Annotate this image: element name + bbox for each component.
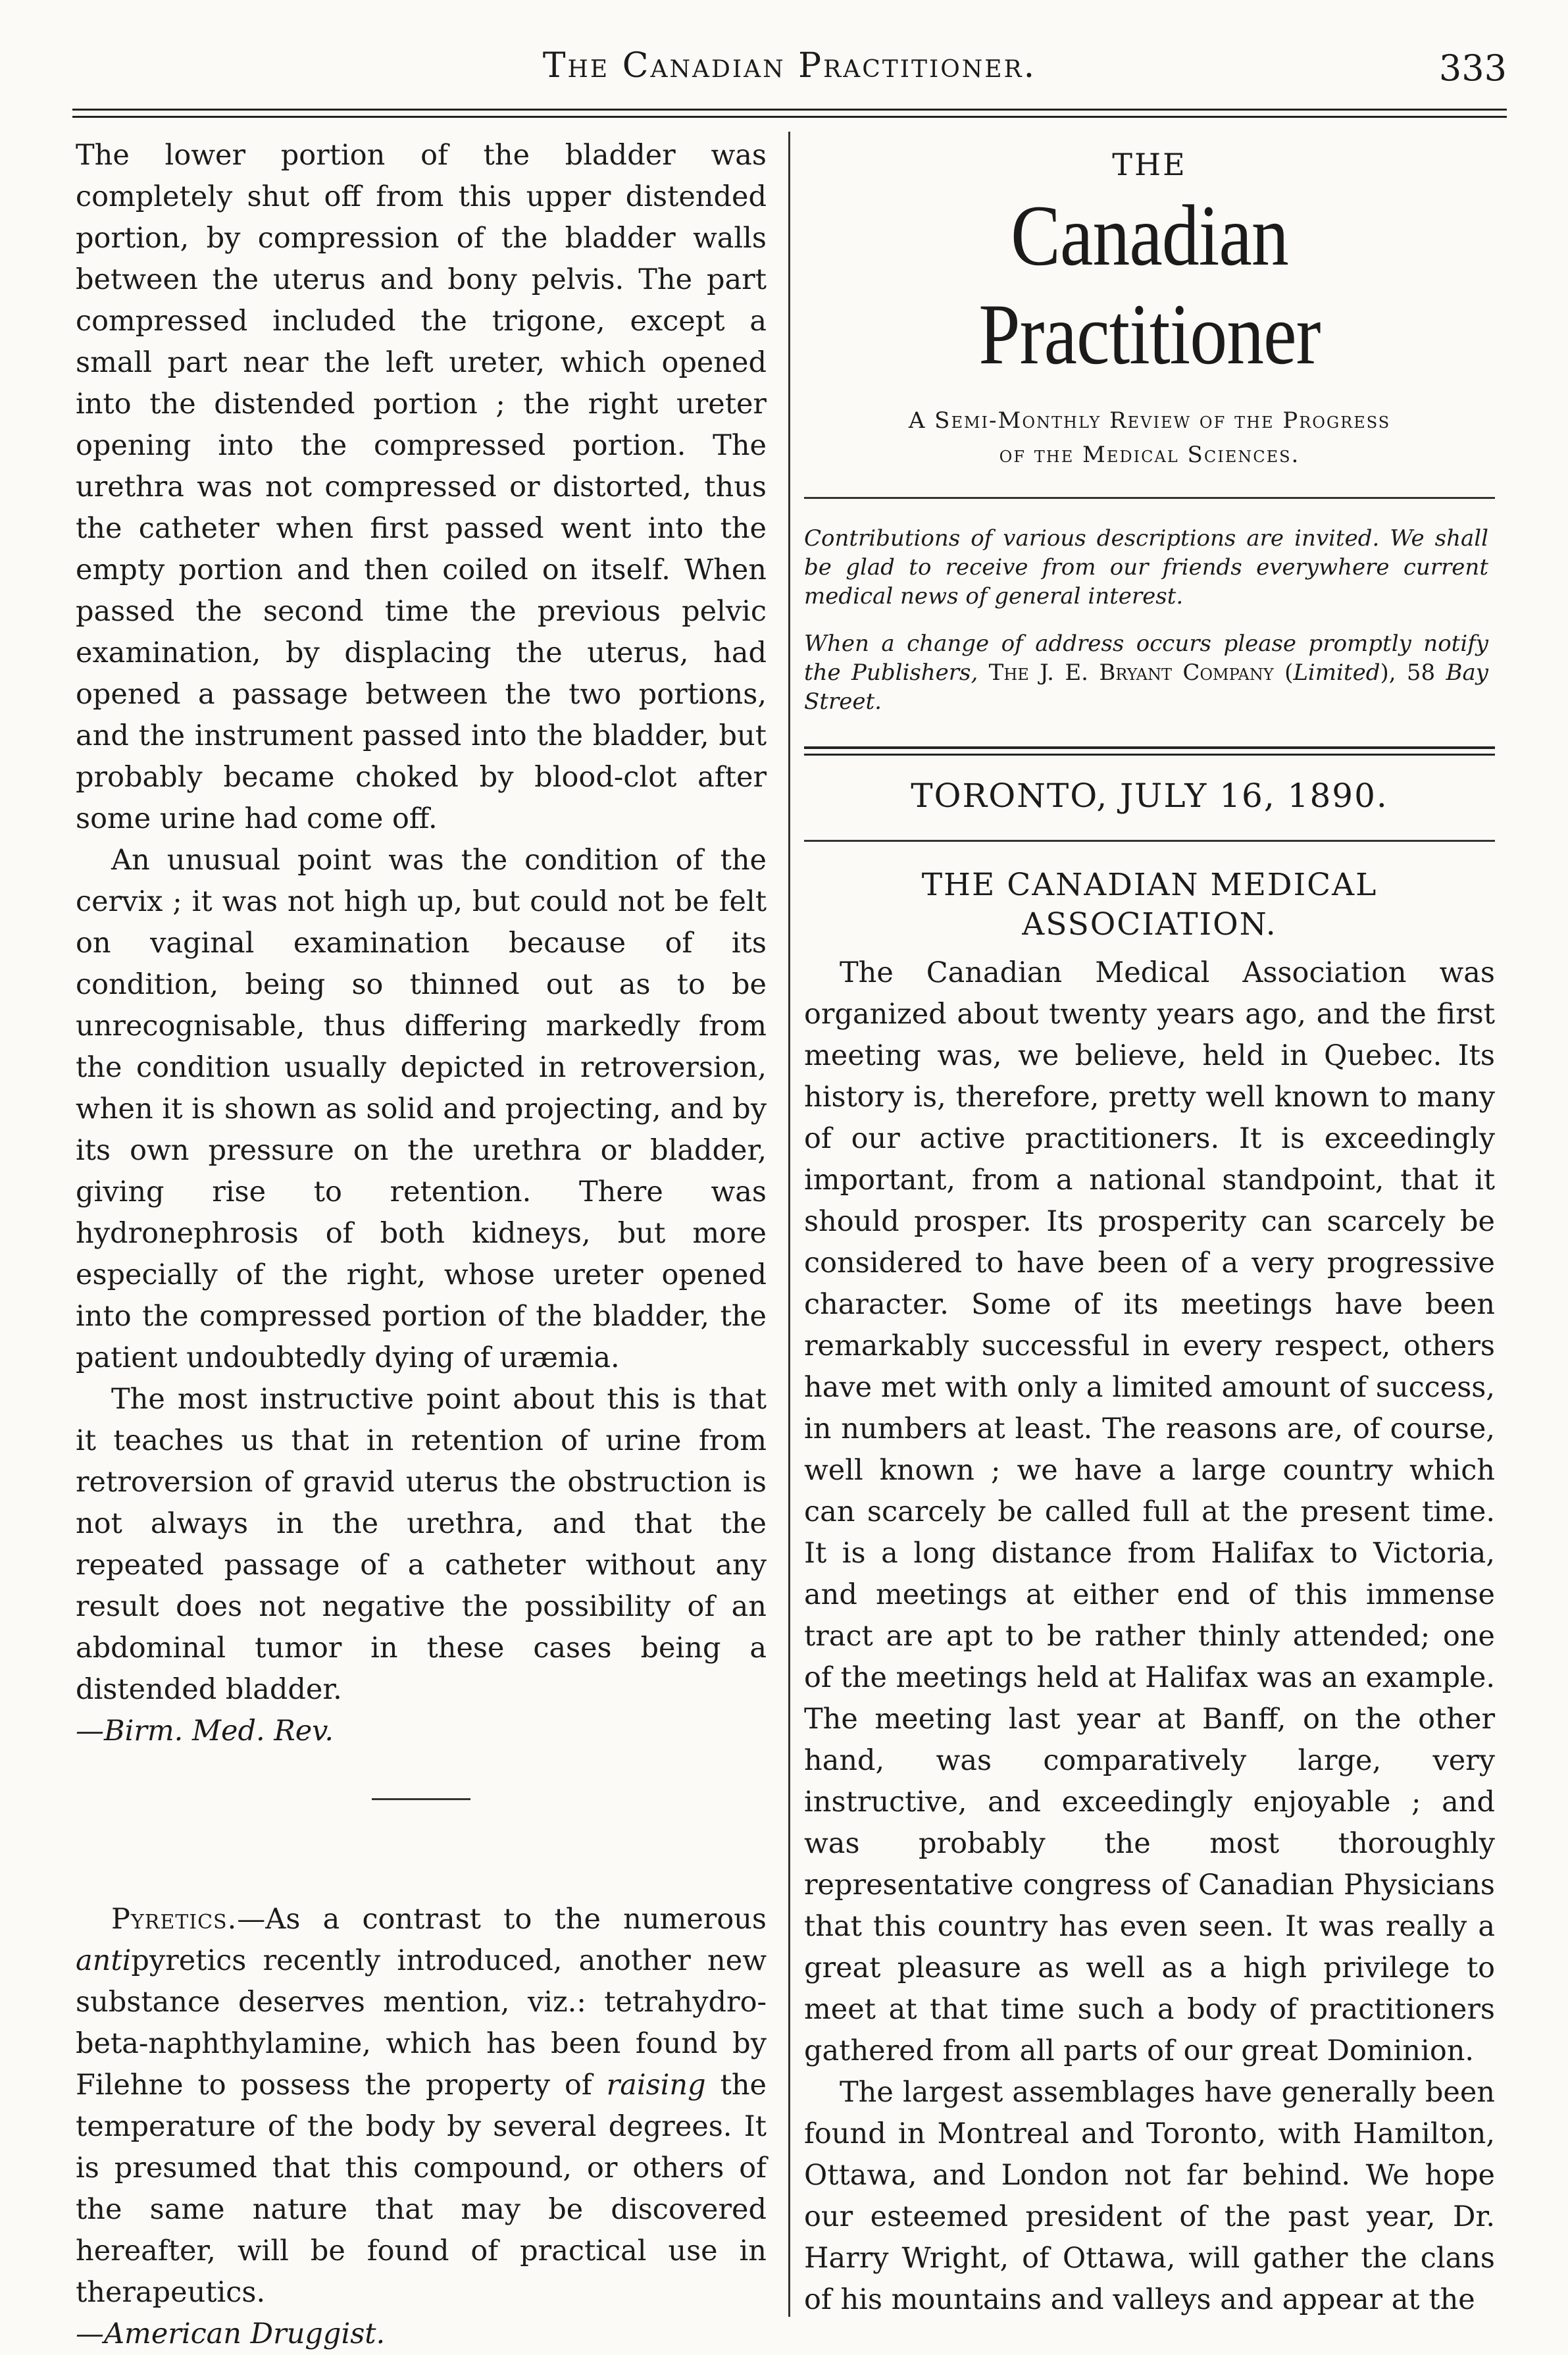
header-double-rule bbox=[72, 109, 1507, 118]
address-notice-text-3: ), 58 bbox=[1380, 660, 1446, 686]
publisher-name: The J. E. Bryant Company bbox=[988, 660, 1274, 686]
notice-double-rule bbox=[804, 746, 1495, 756]
address-notice-text-2: ( bbox=[1273, 660, 1294, 686]
running-title: The Canadian Practitioner. bbox=[542, 46, 1037, 86]
left-column bbox=[76, 135, 767, 2350]
publisher-street: Bay Street. bbox=[804, 660, 1488, 715]
left-paragraph-1: The lower portion of the bladder was completely shut off from this upper distended portion, by compression of the bladder walls between the uterus and bony pelvis. The part compressed included the trigone, except a small part near the left ureter, which opened into the distended portion ; the right ureter opening into the compressed portion. The urethra was not compressed or distorted, thus the catheter when first passed went into the empty portion and then coiled on itself. When passed the second time the previous pelvic examination, by displacing the uterus, had opened a passage between the two portions, and the instrument passed into the bladder, but probably became choked by blood-clot after some urine had come off. bbox=[76, 139, 767, 835]
left-paragraph-3-text: The most instructive point about this is that it teaches us that in retention of urine from retroversion of gravid uterus the obstruction is not always in the urethra, and that the repeated passage of a catheter without any result does not negative the possibility of an abdominal tumor in these cases being a distended bladder. bbox=[76, 1383, 767, 1706]
american-druggist-source: —American Druggist. bbox=[76, 2317, 386, 2350]
dateline-rule bbox=[804, 840, 1495, 842]
right-column bbox=[804, 135, 1495, 2327]
address-notice-text-1: When a change of address occurs please promptly notify the Publishers, bbox=[804, 631, 1488, 686]
left-paragraph-2: An unusual point was the condition of the cervix ; it was not high up, but could not be felt on vaginal examination because of its condition, being so thinned out as to be unrecognisable, thus differing markedly from the condition usually depicted in retroversion, when it is shown as solid and projecting, and by its own pressure on the urethra or bladder, giving rise to retention. There was hydronephrosis of both kidneys, but more especially of the right, whose ureter opened into the compressed portion of the bladder, the patient undoubtedly dying of uræmia. bbox=[76, 844, 767, 1374]
page-number: 333 bbox=[1438, 47, 1507, 89]
birm-med-rev-source: —Birm. Med. Rev. bbox=[76, 1715, 334, 1747]
pyretics-paragraph bbox=[76, 1899, 767, 2355]
page-header bbox=[72, 39, 1507, 105]
masthead-rule bbox=[804, 497, 1495, 499]
contributions-notice: Contributions of various descriptions are invited. We shall be glad to receive from our friends everywhere current medical news of general interest. bbox=[804, 525, 1488, 609]
article-title: THE CANADIAN MEDICAL ASSOCIATION. bbox=[921, 867, 1378, 943]
masthead-subtitle bbox=[804, 403, 1495, 472]
pyretics-italic-anti: anti bbox=[76, 1944, 132, 1977]
pyretics-text-1: —As a contrast to the numerous bbox=[237, 1903, 767, 1936]
pyretics-text-2: pyretics recently introduced, another new substance deserves mention, viz.: tetrahydro-beta-naphthylamine, which has been found by Filehne to possess the property of bbox=[76, 1944, 767, 2102]
masthead-title: Canadian Practitioner bbox=[978, 187, 1321, 382]
right-paragraph-2: The largest assemblages have generally been found in Montreal and Toronto, with Hamilton, Ottawa, and London not far behind. We hope our esteemed president of the past year, Dr. Harry Wright, of Ottawa, will gather the clans of his mountains and valleys and appear at the bbox=[804, 2076, 1495, 2316]
masthead-subtitle-line-1: A Semi-Monthly Review of the Progress bbox=[908, 407, 1391, 434]
masthead-the-label: THE bbox=[1112, 147, 1187, 182]
dateline: TORONTO, JULY 16, 1890. bbox=[911, 777, 1388, 815]
masthead-subtitle-line-2: of the Medical Sciences. bbox=[999, 442, 1300, 468]
publisher-limited: Limited bbox=[1293, 660, 1380, 686]
address-change-notice bbox=[804, 629, 1495, 716]
column-divider bbox=[788, 132, 790, 2317]
left-paragraph-3 bbox=[76, 1379, 767, 1752]
pyretics-title: Pyretics. bbox=[111, 1903, 238, 1936]
section-separator-rule bbox=[372, 1798, 470, 1800]
pyretics-text-3: the temperature of the body by several degrees. It is presumed that this compound, or others of the same nature that may be discovered hereafter, will be found of practical use in therapeutics. bbox=[76, 2069, 767, 2309]
pyretics-italic-raising: raising bbox=[606, 2069, 706, 2102]
right-paragraph-1: The Canadian Medical Association was organized about twenty years ago, and the first meeting was, we believe, held in Quebec. Its history is, therefore, pretty well known to many of our active practitioners. It is exceedingly important, from a national standpoint, that it should prosper. Its prosperity can scarcely be considered to have been of a very progressive character. Some of its meetings have been remarkably successful in every respect, others have met with only a limited amount of success, in numbers at least. The reasons are, of course, well known ; we have a large country which can scarcely be called full at the present time. It is a long distance from Halifax to Victoria, and meetings at either end of this immense tract are apt to be rather thinly attended; one of the meetings held at Halifax was an example. The meeting last year at Banff, on the other hand, was comparatively large, very instructive, and exceedingly enjoyable ; and was probably the most thoroughly representative congress of Canadian Physicians that this country has even seen. It was really a great pleasure as well as a high privilege to meet at that time such a body of practitioners gathered from all parts of our great Dominion. bbox=[804, 956, 1495, 2067]
